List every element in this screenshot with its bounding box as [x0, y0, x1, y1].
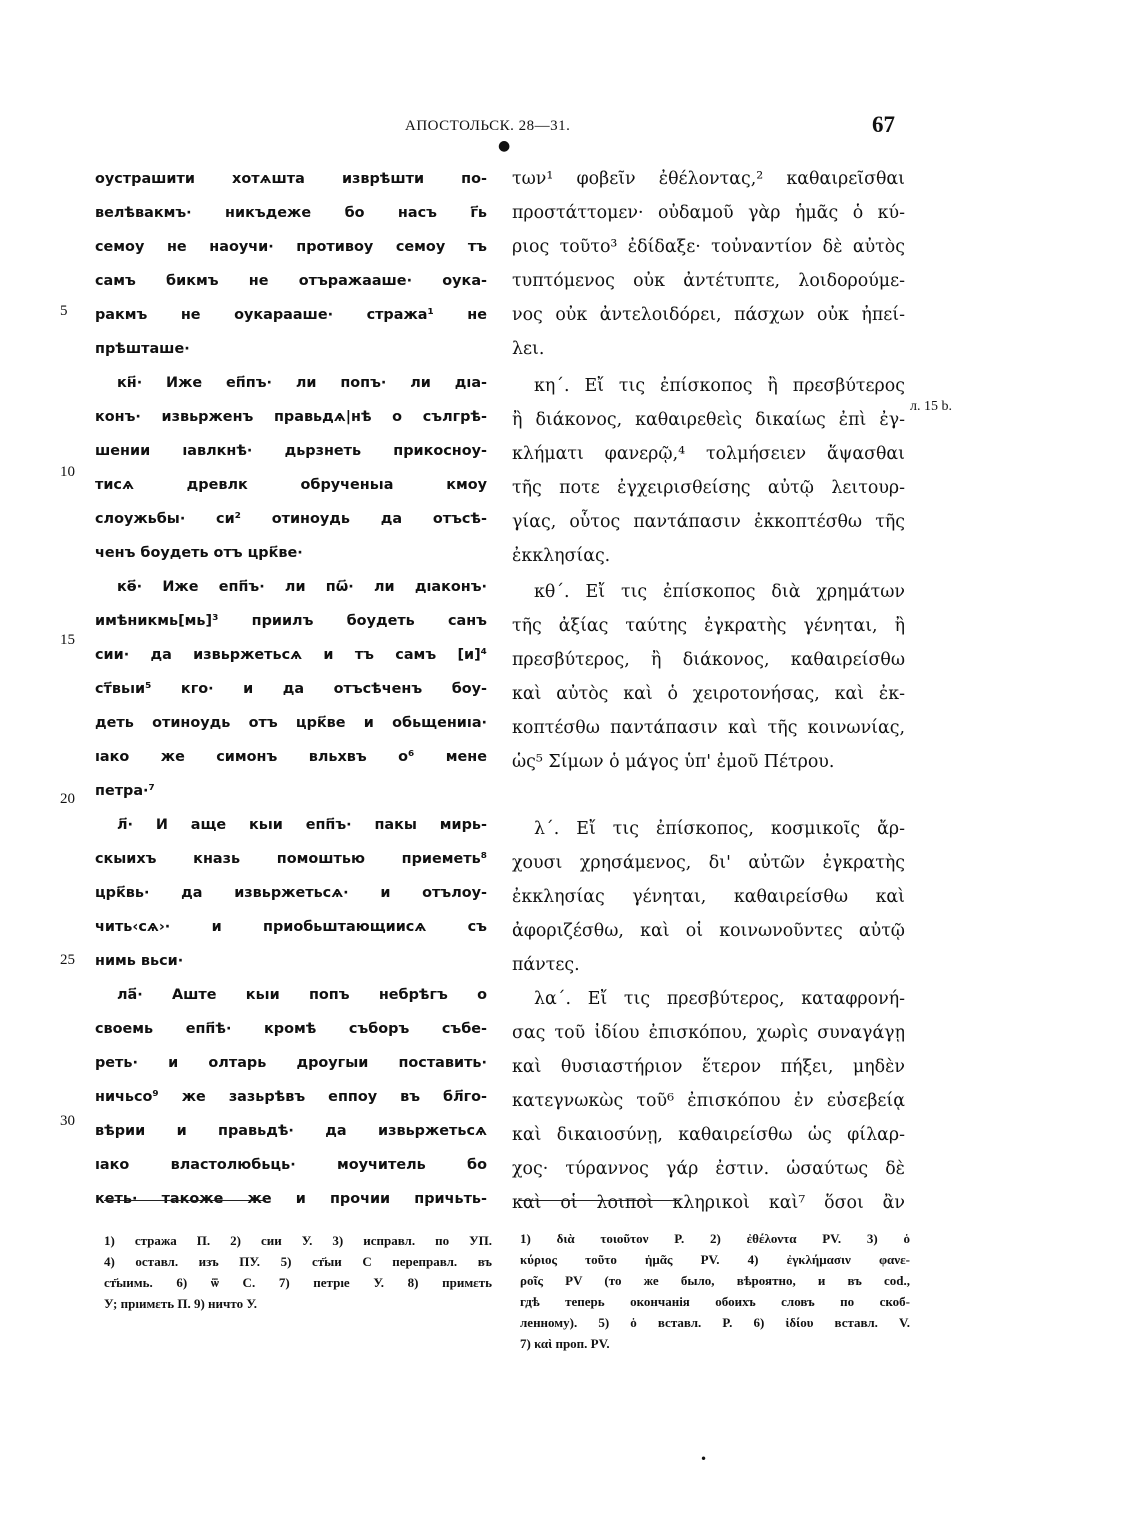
canon-heading-line: ла҃· Аште кьıи попъ небрѣгъ о: [117, 987, 487, 1003]
canon-heading-line: κθ΄. Εἴ τις ἐπίσκοπος διὰ χρημάτων: [534, 582, 905, 602]
text-line: реть· и олтарь дроугыи поставить·: [95, 1055, 487, 1071]
text-line: τῆς ποτε ἐγχειρισθείσης αὐτῷ λειτουρ-: [512, 478, 905, 498]
text-line: своемь епп҃ѣ· кромѣ съборъ събе-: [95, 1021, 487, 1037]
footnote-rule: [104, 1200, 266, 1201]
text-line: καὶ θυσιαστήριον ἕτερον πήξει, μηδὲν: [512, 1057, 905, 1077]
page-header: [0, 112, 1140, 142]
line-number: 30: [60, 1113, 75, 1129]
canon-heading-line: кн҃· Иже еп҃пъ· ли попъ· ли дıа-: [117, 375, 487, 391]
footnotes-left: [104, 1230, 492, 1314]
text-line: καὶ δικαιοσύνῃ, καθαιρείσθω ὡς φίλαρ-: [512, 1125, 905, 1145]
text-line: скыихъ кназь помоштью приеметь⁸: [95, 851, 487, 867]
footnote-line: ст҃ыимь. 6) ѿ С. 7) петрıе У. 8) примεть: [104, 1275, 492, 1290]
text-line: вѣрии и правьдѣ· да извьржетьсѧ: [95, 1123, 487, 1139]
text-line: χος· τύραννος γάρ ἐστιν. ὡσαύτως δὲ: [512, 1159, 905, 1179]
text-line: ничьсо⁹ же зазьрѣвъ еппоу въ бл҃го-: [95, 1089, 487, 1105]
footnote-line: 1) стражa П. 2) сии У. 3) исправл. по УП.: [104, 1233, 492, 1248]
footnote-line: 7) καὶ проп. PV.: [520, 1336, 610, 1351]
text-line: оустрашити хотѧшта изврѣшти по-: [95, 171, 487, 187]
text-line: деть отиноудь отъ црк҃ве и обьщениıа·: [95, 715, 487, 731]
text-line: κοπτέσθω παντάπασιν καὶ τῆς κοινωνίας,: [512, 718, 905, 738]
bottom-dot: •: [700, 1452, 708, 1466]
page-number: 67: [872, 112, 895, 137]
text-line: τυπτόμενος οὐκ ἀντέτυπτε, λοιδορούμε-: [512, 271, 905, 291]
text-line: ἢ διάκονος, καθαιρεθεὶς δικαίως ἐπὶ ἐγ-: [512, 410, 905, 430]
text-line: καὶ αὐτὸς καὶ ὁ χειροτονήσας, καὶ ἐκ-: [512, 684, 905, 704]
text-line: конъ· извьрженъ правьдѧ|нѣ о сългрѣ-: [95, 409, 487, 425]
text-line: κατεγνωκὼς τοῦ⁶ ἐπισκόπου ἐν εὐσεβείᾳ: [512, 1091, 905, 1111]
footnote-line: κύριος τοῦτο ἡμᾶς PV. 4) ἐγκλήμασιν φανε-: [520, 1252, 910, 1267]
text-line: кеть· такоже же и прочии причьть-: [95, 1191, 487, 1207]
text-line: велѣвакмъ· никъдеже бо насъ г҃ь: [95, 205, 487, 221]
text-line: σας τοῦ ἰδίου ἐπισκόπου, χωρὶς συναγάγῃ: [512, 1023, 905, 1043]
canon-heading-line: κη΄. Εἴ τις ἐπίσκοπος ἢ πρεσβύτερος: [534, 376, 905, 396]
text-line: ἐκκλησίας.: [512, 546, 611, 566]
footnote-line: ροῖς PV (то же было, вѣроятно, и въ cod.,: [520, 1273, 910, 1288]
text-line: ἀφοριζέσθω, καὶ οἱ κοινωνοῦντες αὐτῷ: [512, 921, 905, 941]
text-line: νος οὐκ ἀντελοιδόρει, πάσχων οὐκ ἠπεί-: [512, 305, 905, 325]
text-line: петра·⁷: [95, 783, 155, 799]
footnote-line: гдѣ теперь окончанія обоихъ словъ по скоб-: [520, 1294, 910, 1309]
text-line: προστάττομεν· οὐδαμοῦ γὰρ ἡμᾶς ὁ κύ-: [512, 203, 905, 223]
text-line: ченъ боудеть отъ црк҃ве·: [95, 545, 303, 561]
text-line: слоужьбы· си² отиноудь да отъсѣ-: [95, 511, 487, 527]
footnotes-right: [520, 1228, 910, 1354]
text-line: сии· да извьржетьсѧ и тъ самъ [и]⁴: [95, 647, 487, 663]
footnote-line: 4) оставл. изъ ПУ. 5) ст҃ыи С переправл. въ: [104, 1254, 492, 1269]
text-line: καὶ οἱ λοιποὶ κληρικοὶ καὶ⁷ ὅσοι ἂν: [512, 1193, 905, 1213]
line-number: 25: [60, 952, 75, 968]
church-slavonic-column: [95, 162, 487, 1216]
text-line: чить‹сѧ›· и приобьштающиисѧ съ: [95, 919, 487, 935]
line-number: 20: [60, 791, 75, 807]
text-line: λει.: [512, 339, 545, 359]
text-line: ракмъ не оукараашe· стража¹ не: [95, 307, 487, 323]
text-line: χουσι χρησάμενος, δι' αὐτῶν ἐγκρατὴς: [512, 853, 905, 873]
text-line: τῆς ἀξίας ταύτης ἐγκρατὴς γένηται, ἢ: [512, 616, 905, 636]
line-number: 10: [60, 464, 75, 480]
text-line: πάντες.: [512, 955, 580, 975]
header-dot: ●: [498, 138, 511, 154]
running-title: АПОСТОЛЬСК. 28—31.: [405, 118, 571, 134]
text-line: των¹ φοβεῖν ἐθέλοντας,² καθαιρεῖσθαι: [512, 169, 905, 189]
text-line: ὡς⁵ Σίμων ὁ μάγος ὑπ' ἐμοῦ Πέτρου.: [512, 752, 835, 772]
line-number: 15: [60, 632, 75, 648]
footnote-line: 1) διὰ τοιοῦτον P. 2) ἐθέλοντα PV. 3) ὁ: [520, 1231, 910, 1246]
canon-heading-line: л҃· И аще кьıи епп҃ъ· пакы мирь-: [117, 817, 487, 833]
text-line: γίας, οὗτος παντάπασιν ἐκκοπτέσθω τῆς: [512, 512, 905, 532]
text-line: ıако властолюбьць· моучитель бо: [95, 1157, 487, 1173]
text-line: нимь вьси·: [95, 953, 184, 969]
greek-column: [512, 162, 905, 1220]
text-line: ıако же симонъ вльхвъ о⁶ мене: [95, 749, 487, 765]
text-line: тисѧ древлк обрученьıа кмоу: [95, 477, 487, 493]
text-line: имѣникмь[мь]³ приилъ боудеть санъ: [95, 613, 487, 629]
text-line: ριος τοῦτο³ ἐδίδαξε· τοὐναντίον δὲ αὐτὸς: [512, 237, 905, 257]
text-line: шении ıавлкнѣ· дьрзнеть прикосноу-: [95, 443, 487, 459]
text-line: ст҃вьıи⁵ кго· и да отъсѣченъ боу-: [95, 681, 487, 697]
text-line: семоу не наоучи· противоу семоу тъ: [95, 239, 487, 255]
canon-heading-line: кѳ҃· Иже епп҃ъ· ли пѡ҃· ли дıаконъ·: [117, 579, 487, 595]
line-number: 5: [60, 303, 68, 319]
footnote-line: У; прıимεть П. 9) ничто У.: [104, 1296, 258, 1311]
folio-margin-note: л. 15 b.: [910, 399, 952, 414]
footnote-line: ленному). 5) ὁ вставл. P. 6) ἰδίου вставл. V.: [520, 1315, 910, 1330]
text-line: κλήματι φανερῷ,⁴ τολμήσειεν ἅψασθαι: [512, 444, 905, 464]
canon-heading-line: λα΄. Εἴ τις πρεσβύτερος, καταφρονή-: [534, 989, 905, 1009]
text-line: самъ бикмъ не отъражаашe· оука-: [95, 273, 487, 289]
footnote-rule: [518, 1200, 680, 1201]
text-line: ἐκκλησίας γένηται, καθαιρείσθω καὶ: [512, 887, 905, 907]
canon-heading-line: λ΄. Εἴ τις ἐπίσκοπος, κοσμικοῖς ἄρ-: [534, 819, 905, 839]
text-line: црк҃вь· да извьржетьсѧ· и отълоу-: [95, 885, 487, 901]
text-line: прѣшташе·: [95, 341, 190, 357]
text-line: πρεσβύτερος, ἢ διάκονος, καθαιρείσθω: [512, 650, 905, 670]
